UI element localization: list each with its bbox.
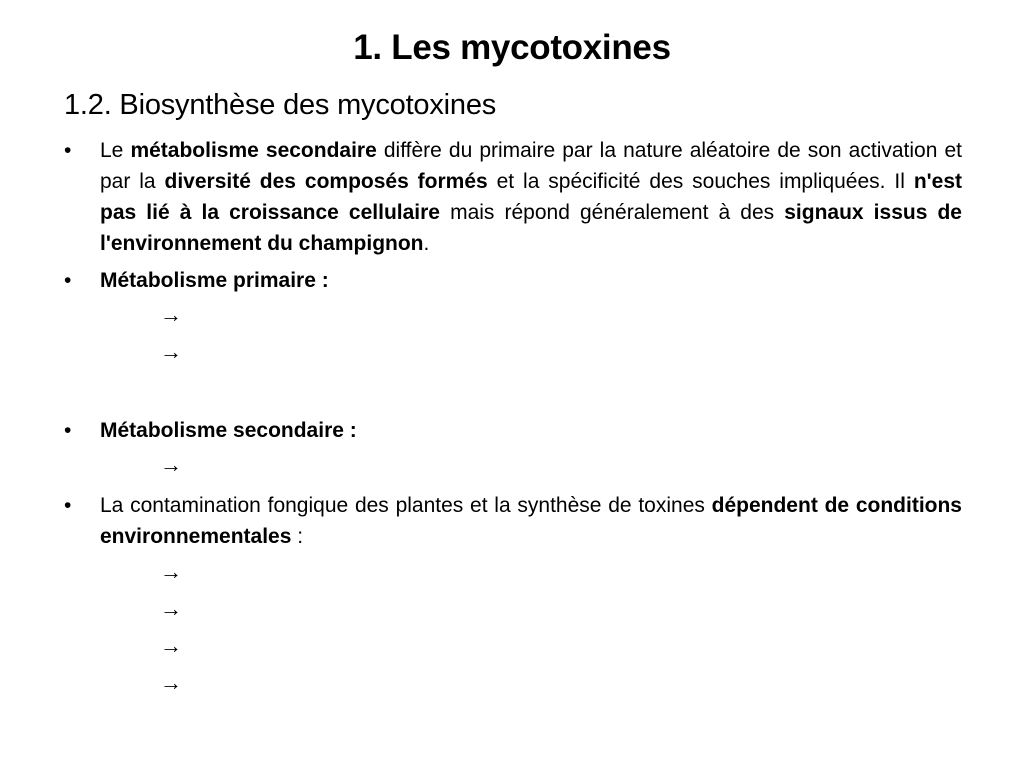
bullet-text [100, 135, 962, 259]
text-segment: La contamination fongique des plantes et la synthèse de toxines [100, 494, 712, 517]
text-segment: mais répond généralement à des [439, 201, 785, 224]
arrow-icon: → [160, 452, 182, 477]
text-segment-bold: n'est pas lié à la croissance cellulaire [100, 170, 962, 224]
bullet-text [100, 490, 962, 552]
text-segment-bold: Métabolisme secondaire : [100, 419, 357, 442]
text-segment: . [423, 232, 430, 255]
text-segment-bold: métabolisme secondaire [130, 139, 377, 162]
slide-title: 1. Les mycotoxines [353, 28, 671, 67]
bullet-item [64, 490, 964, 552]
arrow-icon: → [160, 633, 182, 658]
arrow-icon: → [160, 302, 182, 327]
text-segment: : [291, 525, 304, 548]
bullet-item [64, 415, 964, 446]
bullet-icon: • [64, 139, 72, 162]
text-segment: Le [100, 139, 131, 162]
text-segment-bold: dépendent de conditions environnementales [100, 494, 962, 548]
text-segment-bold: diversité des composés formés [164, 170, 488, 193]
text-segment: diffère du primaire par la nature aléatoire de son activation et par la [100, 139, 962, 193]
text-segment: et la spécificité des souches impliquées. Il [487, 170, 914, 193]
text-segment-bold: signaux issus de l'environnement du champignon [100, 201, 962, 255]
bullet-item [64, 265, 964, 296]
bullet-item [64, 135, 964, 259]
text-segment-bold: Métabolisme primaire : [100, 269, 329, 292]
slide-subtitle: 1.2. Biosynthèse des mycotoxines [64, 89, 497, 121]
arrow-icon: → [160, 596, 182, 621]
arrow-icon: → [160, 670, 182, 695]
bullet-text [100, 265, 962, 296]
bullet-icon: • [64, 269, 72, 292]
bullet-icon: • [64, 419, 72, 442]
bullet-icon: • [64, 494, 72, 517]
arrow-icon: → [160, 559, 182, 584]
bullet-text [100, 415, 962, 446]
arrow-icon: → [160, 339, 182, 364]
